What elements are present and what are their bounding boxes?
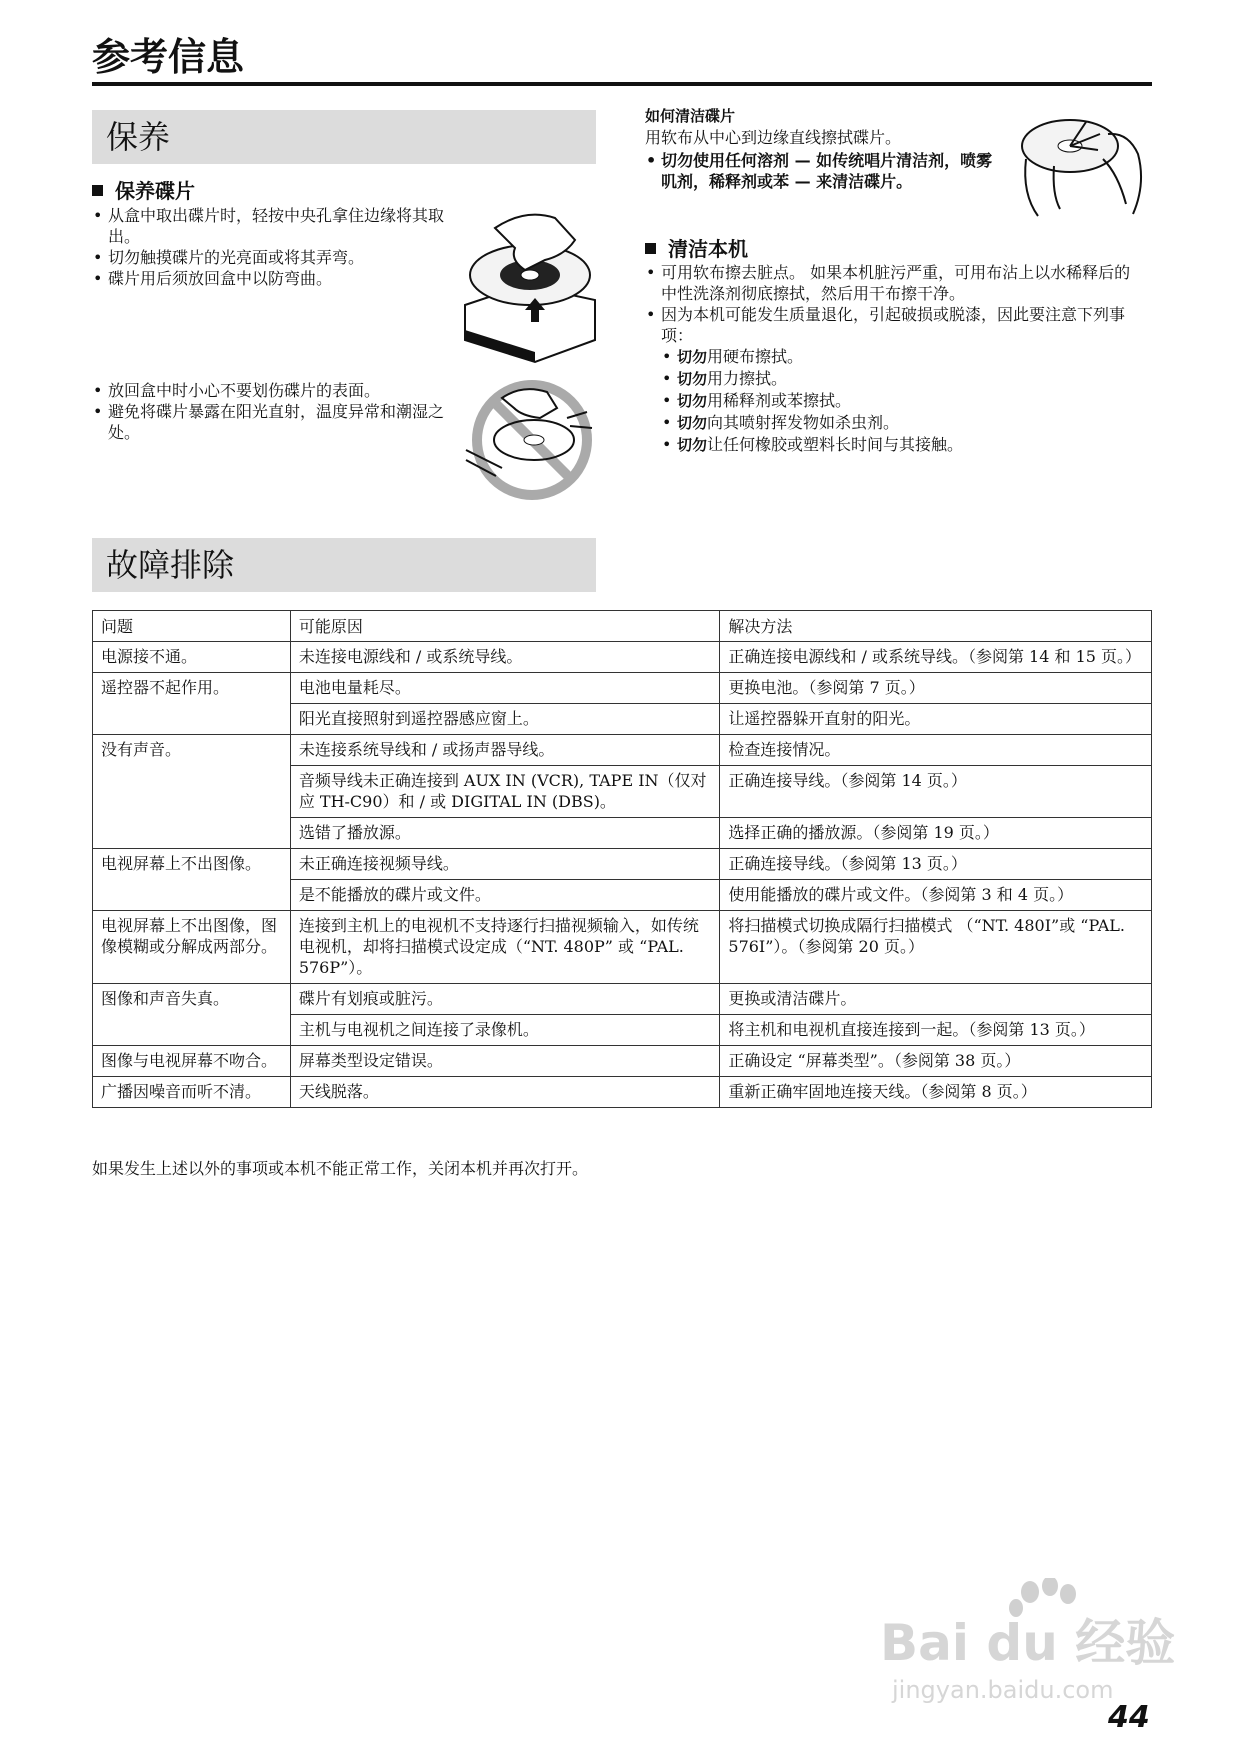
problem-cell: 图像和声音失真。 (93, 984, 291, 1046)
cleaning-discs-warning-list (645, 150, 1000, 192)
solution-cell: 更换电池。（参阅第 7 页。） (720, 673, 1152, 704)
table-row (93, 1046, 1152, 1077)
troubleshooting-table (92, 610, 1152, 1108)
list-item: • 切勿触摸碟片的光亮面或将其弄弯。 (92, 247, 452, 268)
list-item: • 从盒中取出碟片时，轻按中央孔拿住边缘将其取出。 (92, 205, 452, 247)
disc-care-subheading: 保养碟片 (92, 178, 195, 204)
unit-cleaning-list (645, 262, 1145, 456)
cause-cell: 音频导线未正确连接到 AUX IN (VCR), TAPE IN（仅对应 TH-C90）和 / 或 DIGITAL IN (DBS)。 (290, 766, 720, 818)
cause-cell: 是不能播放的碟片或文件。 (290, 880, 720, 911)
problem-cell: 图像与电视屏幕不吻合。 (93, 1046, 291, 1077)
watermark-brand: Bai du 经验 (880, 1614, 1176, 1672)
table-row (93, 911, 1152, 984)
square-bullet-icon (645, 243, 656, 254)
cause-cell: 未连接电源线和 / 或系统导线。 (290, 642, 720, 673)
list-item: • 放回盒中时小心不要划伤碟片的表面。 (92, 380, 452, 401)
table-row (93, 673, 1152, 704)
column-header-cause: 可能原因 (290, 611, 720, 642)
problem-cell: 遥控器不起作用。 (93, 673, 291, 735)
solution-cell: 正确连接导线。（参阅第 13 页。） (720, 849, 1152, 880)
disc-removal-illustration (455, 200, 605, 365)
footnote: 如果发生上述以外的事项或本机不能正常工作，关闭本机并再次打开。 (92, 1159, 589, 1178)
table-header-row (93, 611, 1152, 642)
table-row (93, 849, 1152, 880)
page-number: 44 (1108, 1700, 1150, 1735)
square-bullet-icon (92, 185, 103, 196)
list-item: • 可用软布擦去脏点。 如果本机脏污严重，可用布沾上以水稀释后的中性洗涤剂彻底擦拭，然后用干布擦干净。 (645, 262, 1145, 304)
disc-care-list-top (92, 205, 452, 289)
table-row (93, 735, 1152, 766)
solution-cell: 检查连接情况。 (720, 735, 1152, 766)
cause-cell: 连接到主机上的电视机不支持逐行扫描视频输入，如传统电视机，却将扫描模式设定成（“NT. 480P” 或 “PAL. 576P”）。 (290, 911, 720, 984)
list-item: • 切勿让任何橡胶或塑料长时间与其接触。 (661, 434, 1145, 456)
solution-cell: 正确设定 “屏幕类型”。（参阅第 38 页。） (720, 1046, 1152, 1077)
donts-list (661, 346, 1145, 456)
list-item: • 因为本机可能发生质量退化，引起破损或脱漆，因此要注意下列事项： • 切勿用硬布擦拭。 • 切勿用力擦拭。 • 切勿用稀释剂或苯擦拭。 • 切勿向其喷射挥发物如杀虫剂。 • 切勿让任何橡胶或塑料长时间与其接触。 (645, 304, 1145, 456)
list-item: • 切勿用稀释剂或苯擦拭。 (661, 390, 1145, 412)
cause-cell: 碟片有划痕或脏污。 (290, 984, 720, 1015)
cause-cell: 电池电量耗尽。 (290, 673, 720, 704)
troubleshooting-heading: 故障排除 (92, 538, 596, 592)
list-item: • 切勿用力擦拭。 (661, 368, 1145, 390)
solution-cell: 重新正确牢固地连接天线。（参阅第 8 页。） (720, 1077, 1152, 1108)
cause-cell: 未连接系统导线和 / 或扬声器导线。 (290, 735, 720, 766)
solution-cell: 将扫描模式切换成隔行扫描模式 （“NT. 480I”或 “PAL. 576I”）。（参阅第 20 页。） (720, 911, 1152, 984)
table-row (93, 642, 1152, 673)
list-item: • 切勿用硬布擦拭。 (661, 346, 1145, 368)
watermark-url: jingyan.baidu.com (892, 1676, 1114, 1704)
solution-cell: 选择正确的播放源。（参阅第 19 页。） (720, 818, 1152, 849)
solution-cell: 正确连接电源线和 / 或系统导线。（参阅第 14 和 15 页。） (720, 642, 1152, 673)
baidu-watermark-logo (880, 1578, 1180, 1708)
column-header-problem: 问题 (93, 611, 291, 642)
list-item: • 切勿使用任何溶剂 — 如传统唱片清洁剂，喷雾叽剂，稀释剂或苯 — 来清洁碟片。 (645, 150, 1000, 192)
list-item: • 避免将碟片暴露在阳光直射，温度异常和潮湿之处。 (92, 401, 452, 443)
list-item: • 碟片用后须放回盒中以防弯曲。 (92, 268, 452, 289)
cleaning-discs-text: 用软布从中心到边缘直线擦拭碟片。 (645, 128, 902, 147)
solution-cell: 正确连接导线。（参阅第 14 页。） (720, 766, 1152, 818)
cause-cell: 主机与电视机之间连接了录像机。 (290, 1015, 720, 1046)
disc-wiping-illustration (1008, 104, 1153, 224)
problem-cell: 电视屏幕上不出图像，图像模糊或分解成两部分。 (93, 911, 291, 984)
problem-cell: 广播因噪音而听不清。 (93, 1077, 291, 1108)
unit-cleaning-subheading: 清洁本机 (645, 236, 748, 262)
cause-cell: 阳光直接照射到遥控器感应窗上。 (290, 704, 720, 735)
cause-cell: 天线脱落。 (290, 1077, 720, 1108)
solution-cell: 让遥控器躲开直射的阳光。 (720, 704, 1152, 735)
no-scratch-illustration (462, 378, 602, 503)
table-row (93, 1077, 1152, 1108)
solution-cell: 更换或清洁碟片。 (720, 984, 1152, 1015)
title-rule (92, 82, 1152, 86)
list-item: • 切勿向其喷射挥发物如杀虫剂。 (661, 412, 1145, 434)
solution-cell: 使用能播放的碟片或文件。（参阅第 3 和 4 页。） (720, 880, 1152, 911)
page-title: 参考信息 (92, 35, 245, 79)
cause-cell: 屏幕类型设定错误。 (290, 1046, 720, 1077)
cleaning-discs-title: 如何清洁碟片 (645, 107, 736, 125)
problem-cell: 没有声音。 (93, 735, 291, 849)
table-row (93, 984, 1152, 1015)
solution-cell: 将主机和电视机直接连接到一起。（参阅第 13 页。） (720, 1015, 1152, 1046)
problem-cell: 电视屏幕上不出图像。 (93, 849, 291, 911)
disc-care-list-bottom (92, 380, 452, 443)
column-header-solution: 解决方法 (720, 611, 1152, 642)
care-heading: 保养 (92, 110, 596, 164)
cause-cell: 选错了播放源。 (290, 818, 720, 849)
cause-cell: 未正确连接视频导线。 (290, 849, 720, 880)
problem-cell: 电源接不通。 (93, 642, 291, 673)
